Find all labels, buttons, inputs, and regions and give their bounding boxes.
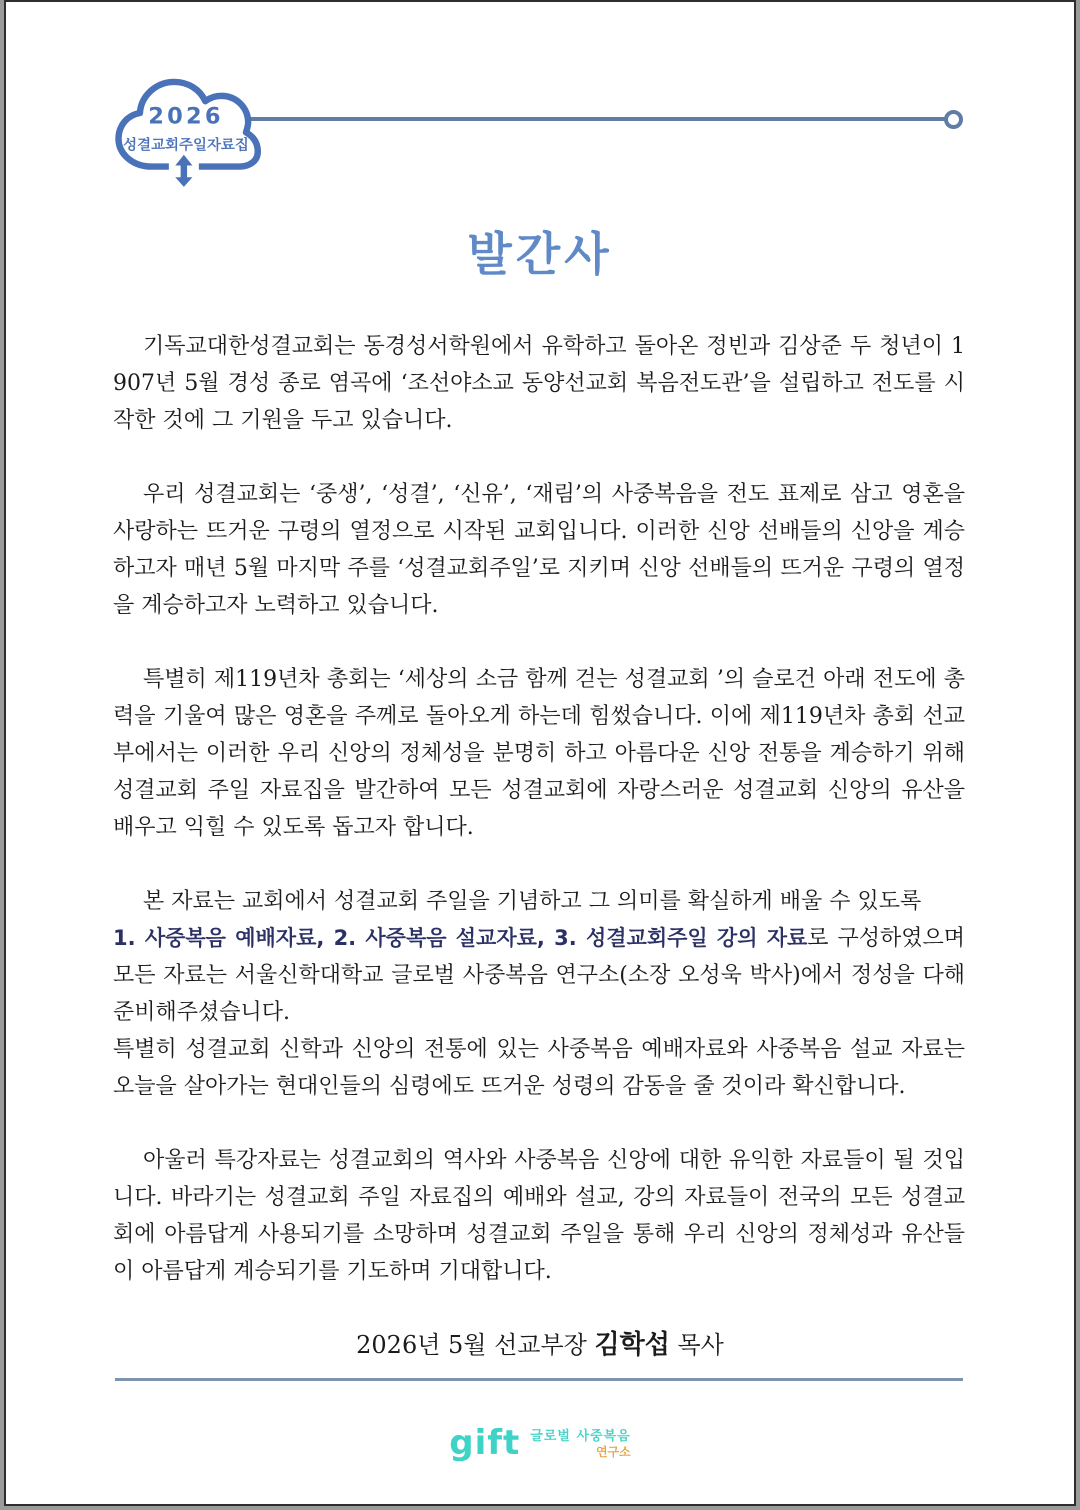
footer-divider-line: [115, 1378, 963, 1381]
logo-title: 성결교회주일자료집: [123, 137, 249, 154]
resources-rest: 로 구성하였으며 모든 자료는 서울신학대학교 글로벌 사중복음 연구소(소장 오성욱 박사)에서 정성을 다해 준비해주셨습니다.: [113, 926, 965, 1025]
logo-year: 2026: [148, 103, 224, 130]
signature-name: 김학섭: [594, 1330, 670, 1360]
institute-logo: [6, 1423, 1074, 1463]
institute-name-line1: 글로벌 사중복음: [530, 1429, 631, 1444]
header-logo: [111, 68, 261, 188]
resources-intro: 본 자료는 교회에서 성결교회 주일을 기념하고 그 의미를 확실하게 배울 수 있도록: [143, 889, 922, 914]
cloud-download-icon: [111, 68, 261, 188]
paragraph-fourfold-gospel: 우리 성결교회는 ‘중생’, ‘성결’, ‘신유’, ‘재림’의 사중복음을 전도 표제로 삼고 영혼을 사랑하는 뜨거운 구령의 열정으로 시작된 교회입니다. 이러한 신앙 선배들의 신앙을 계승하고자 매년 5월 마지막 주를 ‘성결교회주일’로 지키며 신앙 선배들의 뜨거운 구령의 열정을 계승하고자 노력하고 있습니다.: [113, 482, 965, 618]
paragraph-general-assembly: 특별히 제119년차 총회는 ‘세상의 소금 함께 걷는 성결교회 ’의 슬로건 아래 전도에 총력을 기울여 많은 영혼을 주께로 돌아오게 하는데 힘썼습니다. 이에 제119년차 총회 선교부에서는 이러한 우리 신앙의 정체성을 분명히 하고 아름다운 신앙 전통을 계승하기 위해 성결교회 주일 자료집을 발간하여 모든 성결교회에 자랑스러운 성결교회 신앙의 유산을 배우고 익힐 수 있도록 돕고자 합니다.: [113, 667, 965, 840]
signature-suffix: 목사: [669, 1331, 724, 1359]
header-divider-line: [244, 117, 948, 121]
document-page: [4, 0, 1076, 1506]
resources-list-bold: 1. 사중복음 예배자료, 2. 사중복음 설교자료, 3. 성결교회주일 강의 자료: [113, 926, 808, 950]
document-body: [113, 328, 965, 1327]
institute-name-line2: 연구소: [595, 1445, 631, 1459]
resources-tail: 특별히 성결교회 신학과 신앙의 전통에 있는 사중복음 예배자료와 사중복음 설교 자료는 오늘을 살아가는 현대인들의 심령에도 뜨거운 성령의 감동을 줄 것이라 확신합니다.: [113, 1037, 965, 1099]
institute-name: [530, 1426, 630, 1459]
signature-prefix: 2026년 5월 선교부장: [356, 1331, 595, 1359]
paragraph-closing: 아울러 특강자료는 성결교회의 역사와 사중복음 신앙에 대한 유익한 자료들이 될 것입니다. 바라기는 성결교회 주일 자료집의 예배와 설교, 강의 자료들이 전국의 모든 성결교회에 아름답게 사용되기를 소망하며 성결교회 주일을 통해 우리 신앙의 정체성과 유산들이 아름답게 계승되기를 기도하며 기대합니다.: [113, 1148, 965, 1284]
page-title: 발간사: [467, 227, 613, 281]
paragraph-resources: [113, 883, 965, 1105]
signature-line: [6, 1324, 1074, 1361]
paragraph-origin: 기독교대한성결교회는 동경성서학원에서 유학하고 돌아온 정빈과 김상준 두 청년이 1907년 5월 경성 종로 염곡에 ‘조선야소교 동양선교회 복음전도관’을 설립하고 전도를 시작한 것에 그 기원을 두고 있습니다.: [113, 334, 965, 433]
gift-wordmark: gift: [449, 1423, 521, 1463]
line-endpoint-circle-icon: [944, 110, 963, 129]
